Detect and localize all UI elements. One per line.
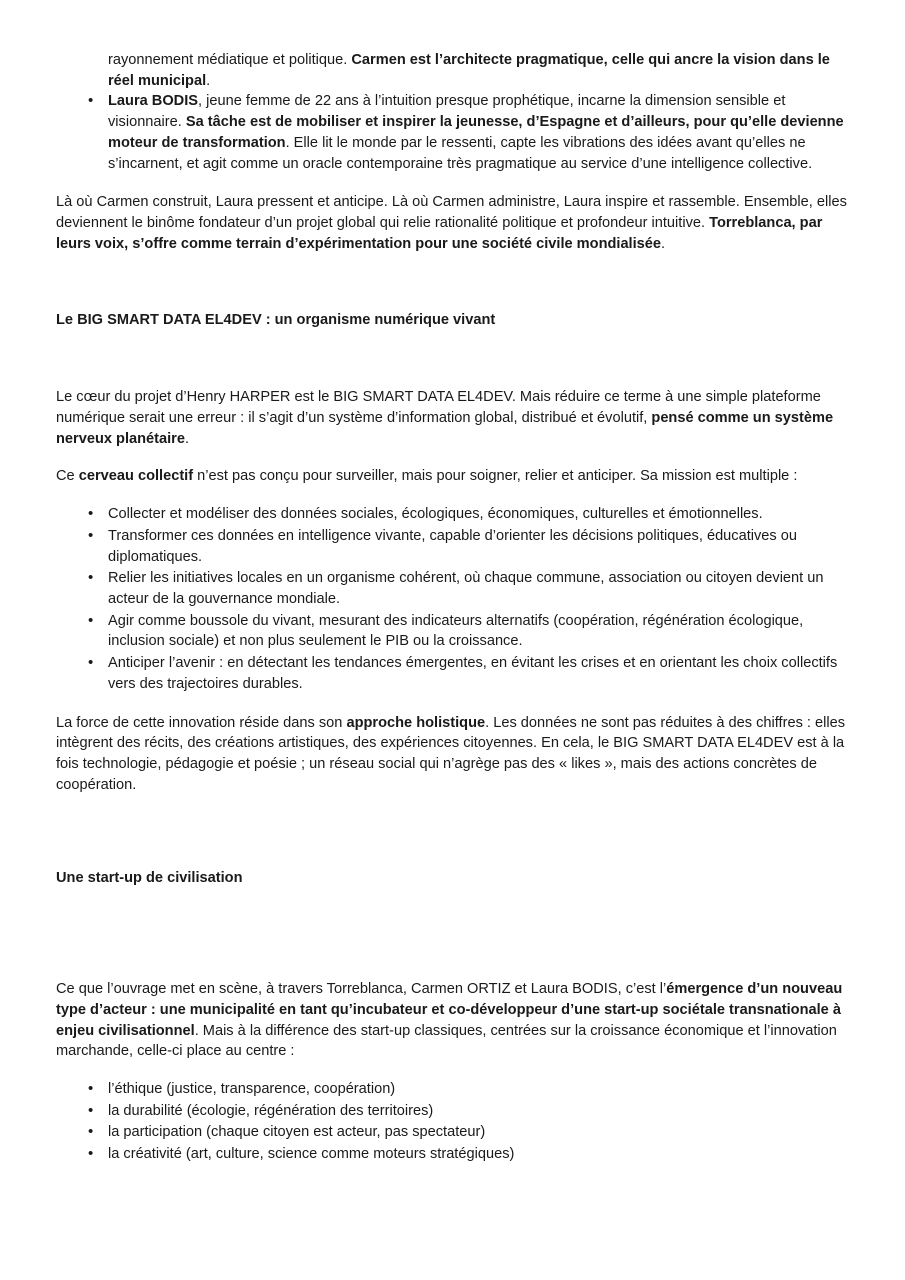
- mission-item-text: Collecter et modéliser des données sociales, écologiques, économiques, culturelles et émotionnelles.: [108, 506, 763, 523]
- section1-paragraph-3: [56, 713, 849, 796]
- list-item: [56, 1144, 849, 1165]
- spacer: [56, 889, 849, 945]
- s1p3-text-a: La force de cette innovation réside dans son: [56, 714, 347, 731]
- section2-paragraph-1: [56, 979, 849, 1062]
- spacer: [56, 254, 849, 310]
- value-item-text: la participation (chaque citoyen est acteur, pas spectateur): [108, 1124, 486, 1141]
- list-item: [56, 1101, 849, 1122]
- bullet-text-a: , jeune femme de 22 ans à l’intuition presque prophétique, incarne la dimension sensible et visionnaire.: [108, 93, 786, 131]
- spacer: [56, 945, 849, 979]
- bullet-text-bold: Sa tâche est de mobiliser et inspirer la jeunesse, d’Espagne et d’ailleurs, pour qu’elle devienne moteur de transformation: [108, 114, 844, 151]
- bullet-lead-name: Laura BODIS: [108, 93, 199, 110]
- section1-paragraph-1: [56, 387, 849, 449]
- continuation-paragraph: [56, 50, 849, 91]
- binome-text-a: Là où Carmen construit, Laura pressent et anticipe. Là où Carmen administre, Laura inspire et rassemble. Ensemble, elles deviennent le binôme fondateur d’un projet global qui relie rationalité politique et profondeur intuitive.: [56, 194, 847, 232]
- mission-item-text: Anticiper l’avenir : en détectant les tendances émergentes, en évitant les crises et en orientant les choix collectifs vers des trajectoires durables.: [108, 655, 838, 692]
- s1p1-text-bold: pensé comme un système nerveux planétaire: [56, 409, 834, 447]
- list-item: [56, 1079, 849, 1100]
- s1p1-text-a: Le cœur du projet d’Henry HARPER est le BIG SMART DATA EL4DEV. Mais réduire ce terme à une simple plateforme numérique serait une erreur : il s’agit d’un système d’information global, distribué et évolutif,: [56, 389, 821, 426]
- s1p2-text-bold: cerveau collectif: [78, 468, 194, 485]
- binome-text-bold: Torreblanca, par leurs voix, s’offre comme terrain d’expérimentation pour une société civile mondialisée: [56, 215, 823, 252]
- spacer: [56, 487, 849, 504]
- section-heading-startup: Une start-up de civilisation: [56, 870, 243, 887]
- list-item: [56, 91, 849, 174]
- s1p1-text-c: .: [184, 430, 190, 447]
- list-item: [56, 611, 849, 652]
- binome-paragraph: [56, 192, 849, 254]
- list-item: [56, 568, 849, 609]
- spacer: [56, 696, 849, 713]
- continuation-text-bold: Carmen est l’architecte pragmatique, celle qui ancre la vision dans le réel municipal: [108, 52, 830, 89]
- section1-paragraph-2: [56, 466, 849, 487]
- spacer: [56, 1062, 849, 1079]
- list-item: [56, 526, 849, 567]
- bullet-text-c: . Elle lit le monde par le ressenti, capte les vibrations des idées avant qu’elles ne s’incarnent, et agit comme un oracle contemporaine très pragmatique au service d’une intelligence collective.: [108, 134, 813, 172]
- values-bullet-list: [56, 1079, 849, 1165]
- value-item-text: la créativité (art, culture, science comme moteurs stratégiques): [108, 1146, 515, 1163]
- spacer: [56, 851, 849, 868]
- mission-item-text: Transformer ces données en intelligence vivante, capable d’orienter les décisions politiques, éducatives ou diplomatiques.: [108, 527, 798, 565]
- continuation-text-part1: rayonnement médiatique et politique.: [108, 52, 352, 68]
- document-body: [56, 50, 849, 1165]
- s2p1-text-a: Ce que l’ouvrage met en scène, à travers Torreblanca, Carmen ORTIZ et Laura BODIS, c’est l’: [56, 981, 667, 998]
- s1p3-text-bold: approche holistique: [346, 714, 486, 731]
- spacer: [56, 331, 849, 387]
- value-item-text: l’éthique (justice, transparence, coopération): [108, 1081, 396, 1097]
- s1p3-text-c: . Les données ne sont pas réduites à des chiffres : elles intègrent des récits, des créations artistiques, des expériences citoyennes. En cela, le BIG SMART DATA EL4DEV est à la fois technologie, pédagogie et poésie ; un réseau social qui n’agrège pas des « likes », mais des actions concrètes de coopération.: [56, 714, 846, 793]
- intro-bullet-list: [56, 91, 849, 174]
- list-item: [56, 653, 849, 694]
- mission-item-text: Agir comme boussole du vivant, mesurant des indicateurs alternatifs (coopération, régénération écologique, inclusion sociale) et non plus seulement le PIB ou la croissance.: [108, 612, 804, 650]
- s1p2-text-c: n’est pas conçu pour surveiller, mais pour soigner, relier et anticiper. Sa mission est multiple :: [193, 468, 798, 485]
- spacer: [56, 795, 849, 851]
- spacer: [56, 449, 849, 466]
- section-heading-big-smart-data: Le BIG SMART DATA EL4DEV : un organisme numérique vivant: [56, 312, 496, 329]
- s2p1-text-c: . Mais à la différence des start-up classiques, centrées sur la croissance économique et l’innovation marchande, celle-ci place au centre :: [56, 1022, 837, 1060]
- mission-item-text: Relier les initiatives locales en un organisme cohérent, où chaque commune, association ou citoyen devient un acteur de la gouvernance mondiale.: [108, 570, 824, 607]
- s1p2-text-a: Ce: [56, 468, 79, 485]
- value-item-text: la durabilité (écologie, régénération des territoires): [108, 1102, 434, 1119]
- list-item: [56, 504, 849, 525]
- list-item: [56, 1122, 849, 1143]
- binome-text-c: .: [661, 235, 666, 252]
- s2p1-text-bold: émergence d’un nouveau type d’acteur : une municipalité en tant qu’incubateur et co-développeur d’une start-up sociétale transnationale à enjeu civilisationnel: [56, 981, 843, 1039]
- continuation-text-part2: .: [206, 72, 211, 89]
- spacer: [56, 175, 849, 192]
- mission-bullet-list: [56, 504, 849, 694]
